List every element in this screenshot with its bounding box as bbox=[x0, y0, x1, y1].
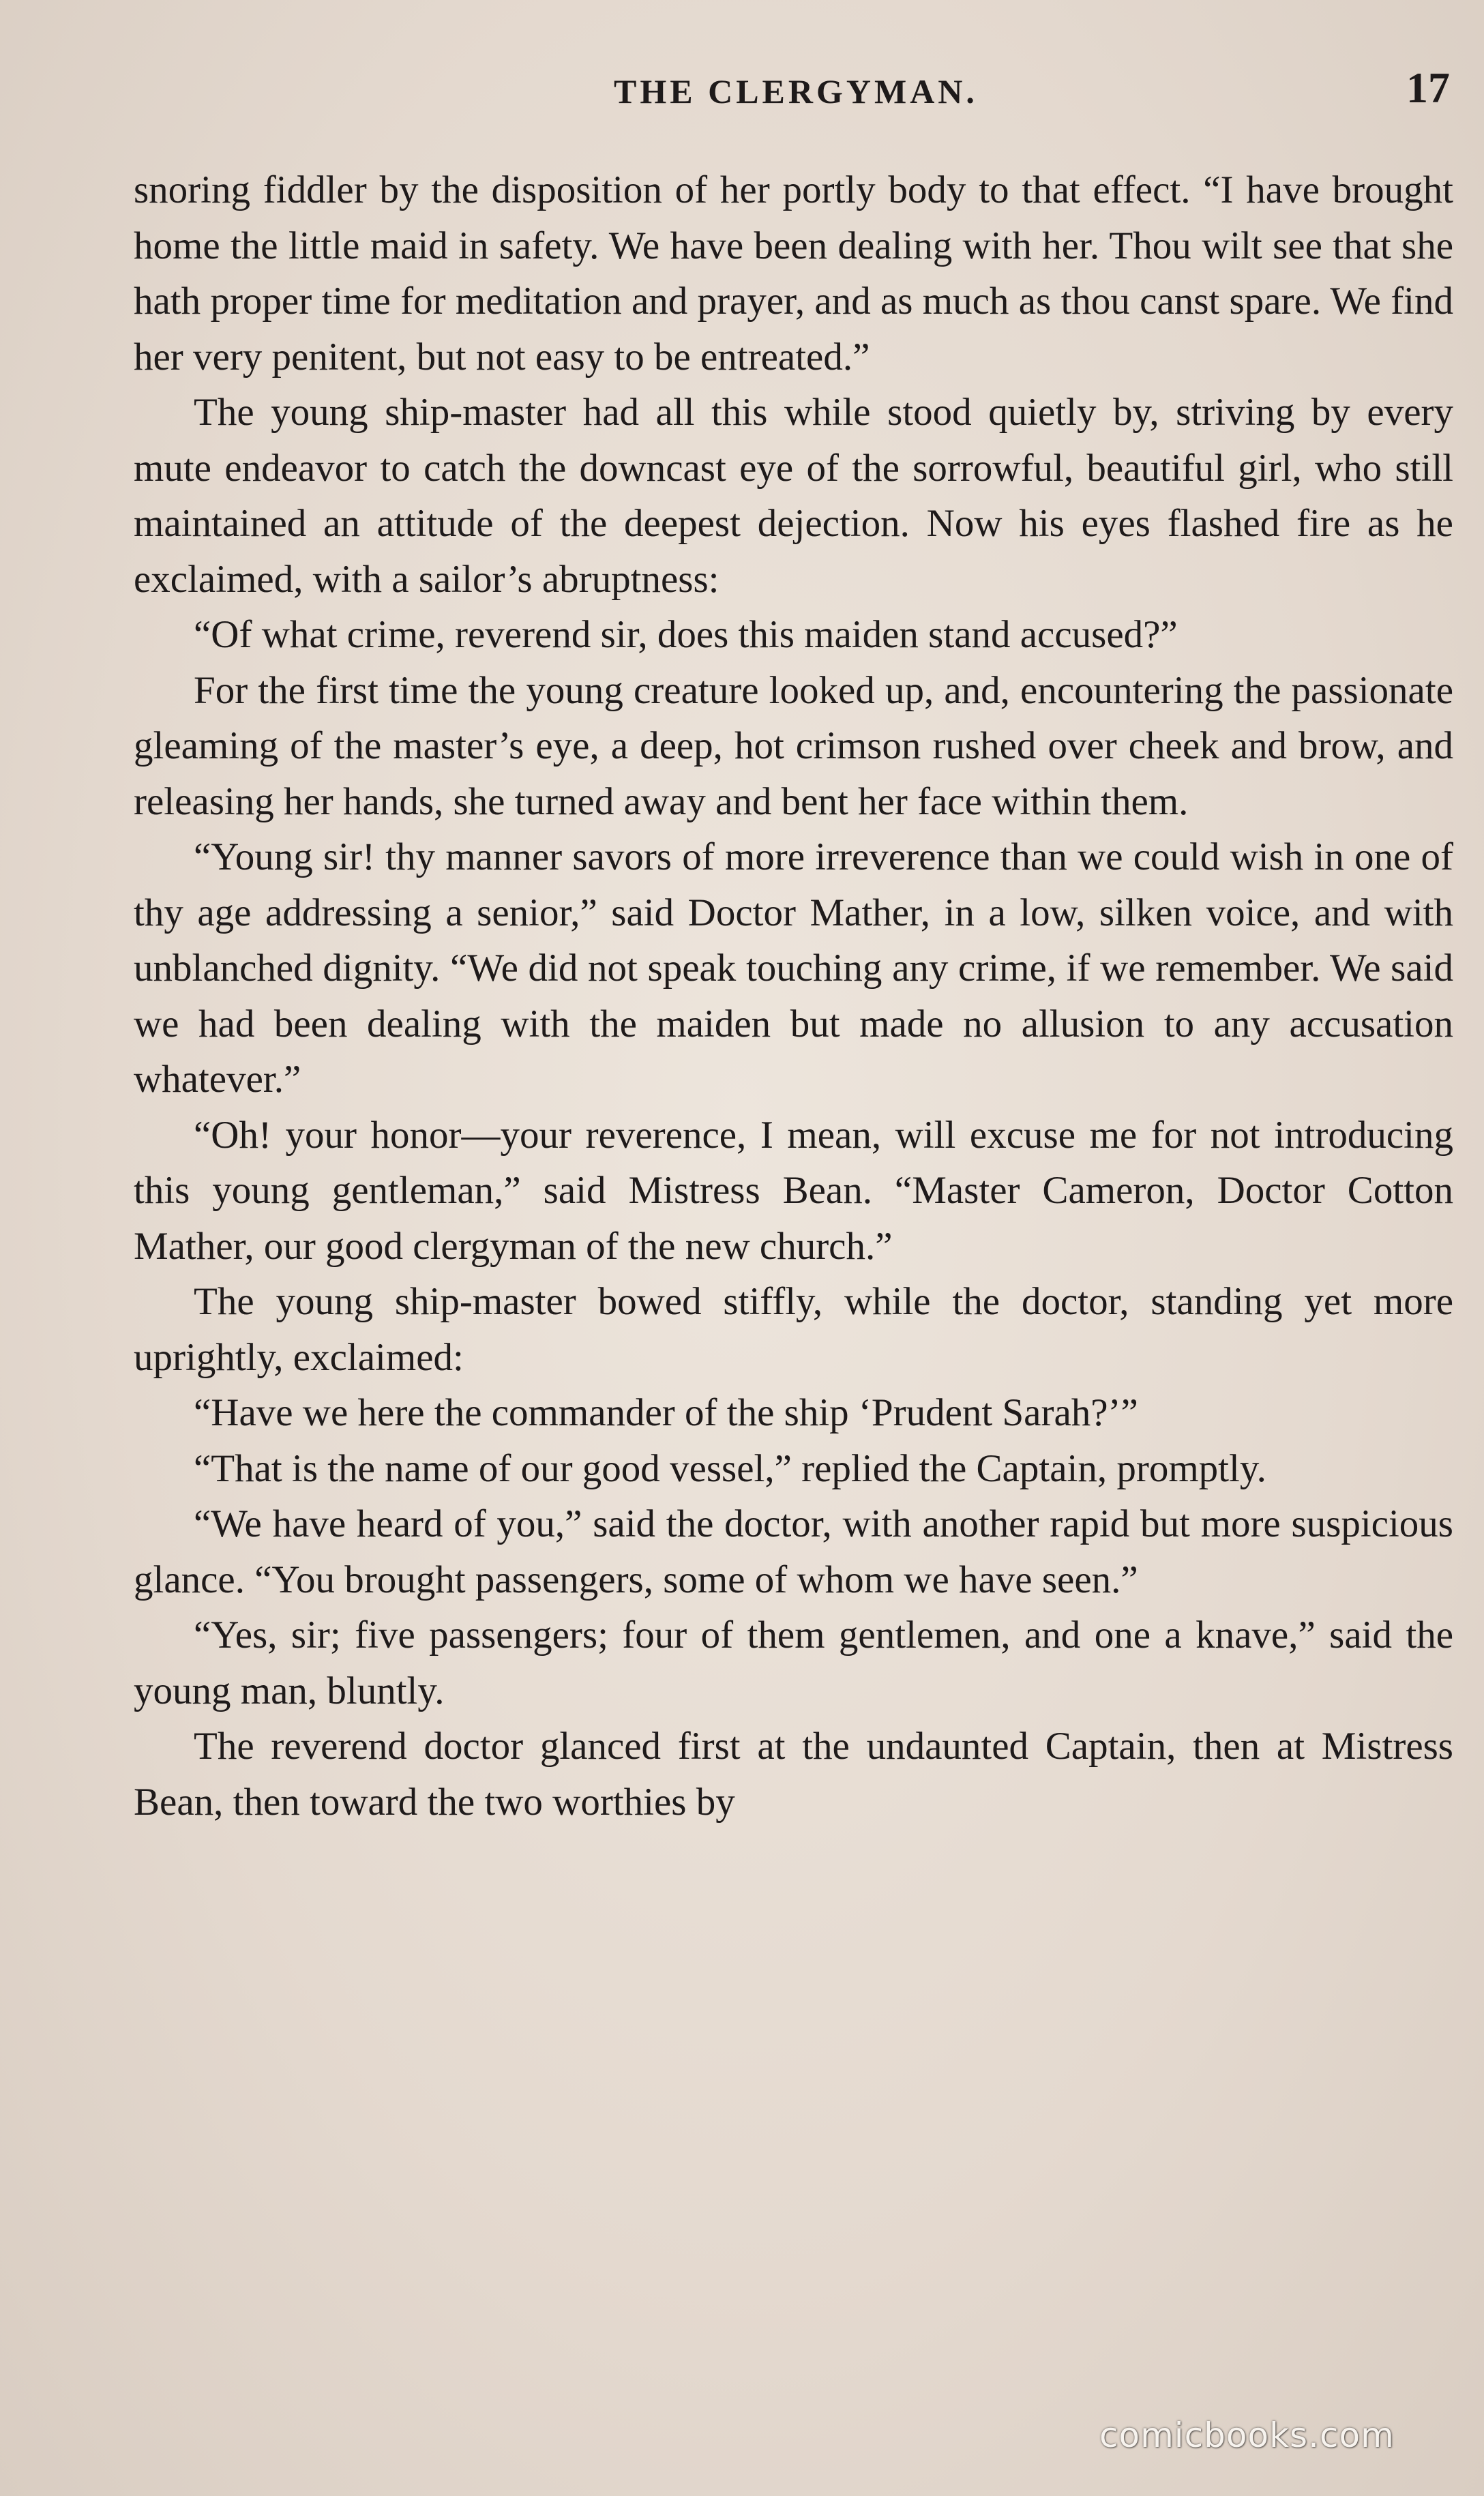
running-head: THE CLERGYMAN. bbox=[614, 72, 978, 110]
paragraph-3: “Of what crime, reverend sir, does this maiden stand accused?” bbox=[194, 613, 1178, 656]
paragraph-7: The young ship-master bowed stiffly, while the doctor, standing yet more uprightly, exclaimed: bbox=[134, 1280, 1453, 1379]
paragraph-2: The young ship-master had all this while stood quietly by, striving by every mute endeavor to catch the downcast eye of the sorrowful, beautiful girl, who still maintained an attitude of the deepest dejection. Now his eyes flashed fire as he exclaimed, with a sailor’s abruptness: bbox=[134, 391, 1453, 601]
page-number: 17 bbox=[1406, 63, 1450, 112]
paragraph-1: snoring fiddler by the disposition of her portly body to that effect. “I have brought home the little maid in safety. We have been dealing with her. Thou wilt see that she hath proper time for meditation and prayer, and as much as thou canst spare. We find her very penitent, but not easy to be entreated.” bbox=[134, 168, 1453, 378]
paragraph-4: For the first time the young creature looked up, and, encountering the passionate gleaming of the master’s eye, a deep, hot crimson rushed over cheek and brow, and releasing her hands, she turned away and bent her face within them. bbox=[134, 668, 1453, 823]
paragraph-9: “That is the name of our good vessel,” replied the Captain, promptly. bbox=[194, 1446, 1266, 1490]
paragraph-12: The reverend doctor glanced first at the undaunted Captain, then at Mistress Bean, then toward the two worthies by bbox=[134, 1725, 1453, 1824]
paragraph-11: “Yes, sir; five passengers; four of them gentlemen, and one a knave,” said the young man, bluntly. bbox=[134, 1614, 1453, 1712]
paragraph-10: “We have heard of you,” said the doctor, with another rapid but more suspicious glance. “You brought passengers, some of whom we have seen.” bbox=[134, 1502, 1453, 1601]
body-text bbox=[134, 162, 1453, 1830]
watermark: comicbooks.com bbox=[1099, 2416, 1395, 2455]
paragraph-5: “Young sir! thy manner savors of more irreverence than we could wish in one of thy age addressing a senior,” said Doctor Mather, in a low, silken voice, and with unblanched dignity. “We did not speak touching any crime, if we remember. We said we had been dealing with the maiden but made no allusion to any accusation whatever.” bbox=[134, 835, 1453, 1101]
paragraph-8: “Have we here the commander of the ship ‘Prudent Sarah?’” bbox=[194, 1391, 1138, 1434]
paragraph-6: “Oh! your honor—your reverence, I mean, will excuse me for not introducing this young gentleman,” said Mistress Bean. “Master Cameron, Doctor Cotton Mather, our good clergyman of the new church.” bbox=[134, 1113, 1453, 1268]
